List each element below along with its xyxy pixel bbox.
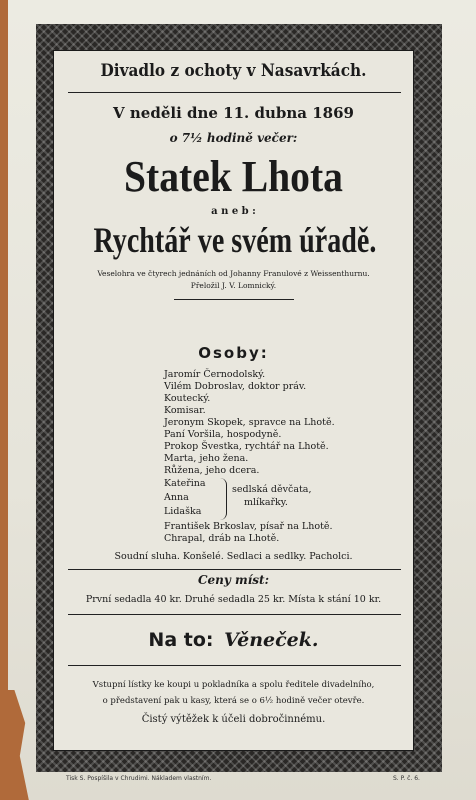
theatre-name: Divadlo z ochoty v Nasavrkách. bbox=[100, 61, 367, 81]
divider bbox=[68, 665, 401, 666]
brace bbox=[220, 478, 227, 520]
play-title: Statek Lhota bbox=[124, 152, 343, 201]
prices-line: První sedadla 40 kr. Druhé sedadla 25 kr. Místa k stání 10 kr. bbox=[85, 594, 382, 605]
cast-item: Vilém Dobroslav, doktor práv. bbox=[164, 381, 307, 392]
divider bbox=[68, 569, 401, 570]
tickets-info: o představení pak u kasy, která se o 6½ hodině večer otevře. bbox=[102, 696, 365, 706]
tickets-info: Vstupní lístky ke koupi u pokladníka a spolu ředitele divadelního, bbox=[92, 680, 375, 690]
cast-item: Jaromír Černodolský. bbox=[164, 369, 266, 380]
translator-line: Přeložil J. V. Lomnický. bbox=[190, 281, 277, 290]
afterpiece bbox=[54, 629, 413, 651]
aneb-word: a n e b : bbox=[211, 206, 256, 217]
printer-credit: Tisk S. Pospíšila v Chrudimi. Nákladem vlastním. bbox=[66, 775, 212, 782]
cast-heading: Osoby: bbox=[198, 344, 269, 362]
cast-item: Růžena, jeho dcera. bbox=[164, 465, 260, 476]
cast-item: Jeronym Skopek, spravce na Lhotě. bbox=[164, 417, 335, 428]
printer-code: S. P. č. 6. bbox=[393, 775, 420, 782]
cast-item: Prokop Švestka, rychtář na Lhotě. bbox=[164, 441, 329, 452]
cast-group-desc: sedlská děvčata, bbox=[232, 484, 312, 495]
cast-item: Chrapal, dráb na Lhotě. bbox=[164, 533, 280, 544]
cast-item: Paní Voršila, hospodyně. bbox=[164, 429, 282, 440]
cast-item: Anna bbox=[164, 492, 189, 503]
poster-body bbox=[53, 50, 414, 751]
time-line: o 7½ hodině večer: bbox=[169, 131, 298, 145]
cast-item: Lidaška bbox=[164, 506, 202, 517]
cast-item: Marta, jeho žena. bbox=[164, 453, 249, 464]
cast-item: František Brkoslav, písař na Lhotě. bbox=[164, 521, 333, 532]
extras-line: Soudní sluha. Konšelé. Sedlaci a sedlky. Pacholci. bbox=[114, 551, 353, 562]
cast-item: Kateřina bbox=[164, 478, 206, 489]
cast-item: Koutecký. bbox=[164, 393, 211, 404]
cast-item: Komisar. bbox=[164, 405, 206, 416]
date-line: V neděli dne 11. dubna 1869 bbox=[113, 104, 354, 122]
description-line: Veselohra ve čtyrech jednáních od Johanny Franulové z Weissenthurnu. bbox=[97, 269, 370, 278]
divider bbox=[68, 614, 401, 615]
play-subtitle: Rychtář ve svém úřadě. bbox=[93, 220, 377, 260]
divider bbox=[68, 92, 401, 93]
afterpiece-label: Na to: bbox=[148, 629, 214, 651]
cast-group-desc: mlíkařky. bbox=[244, 497, 288, 508]
prices-heading: Ceny míst: bbox=[197, 573, 270, 587]
afterpiece-title: Věneček. bbox=[224, 629, 319, 651]
divider bbox=[174, 299, 294, 300]
proceeds-line: Čistý výtěžek k účeli dobročinnému. bbox=[141, 714, 326, 725]
